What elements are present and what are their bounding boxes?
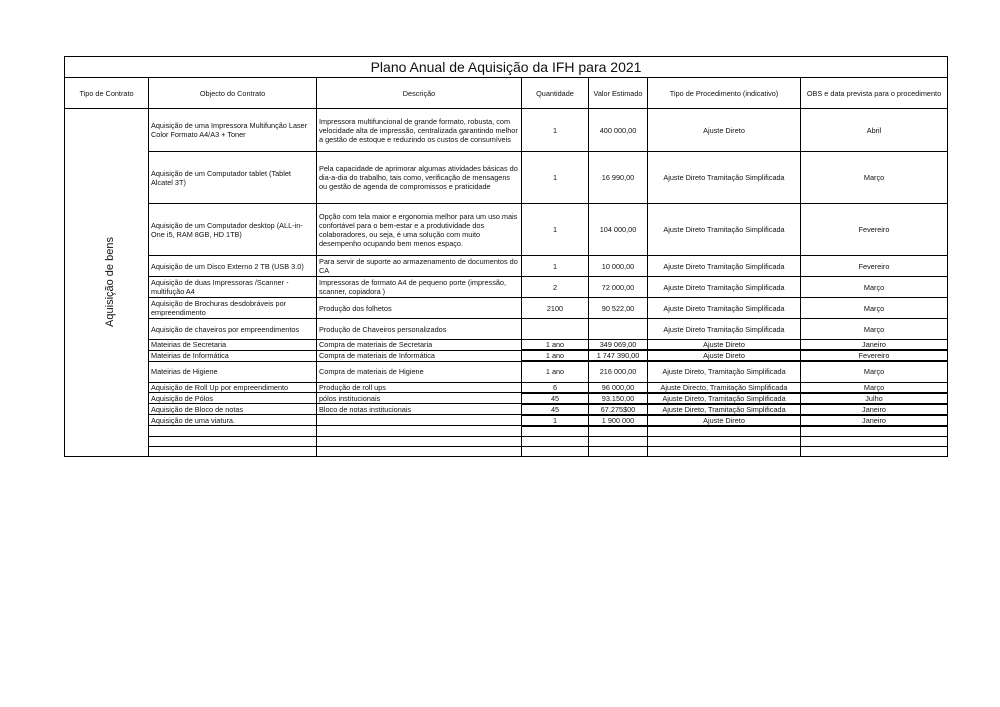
cell-procedimento: Ajuste Directo, Tramitação Simplificada: [648, 382, 801, 393]
cell-obs: Fevereiro: [801, 350, 948, 361]
cell-obs: Março: [801, 319, 948, 340]
cell-valor: 400 000,00: [589, 109, 648, 152]
cell-procedimento: Ajuste Direto Tramitação Simplificada: [648, 319, 801, 340]
empty-cell: [589, 446, 648, 456]
cell-objecto: Aquisição de Pólos: [149, 393, 317, 404]
cell-descricao: Opção com tela maior e ergonomia melhor para um uso mais confortável para o bem-estar e a produtividade dos colaboradores, ou seja, é uma solução com muito desempenho ocupando bem menos espaço.: [317, 204, 522, 256]
cell-descricao: Para servir de suporte ao armazenamento de documentos do CA: [317, 256, 522, 277]
cell-objecto: Aquisição de Roll Up por empreendimento: [149, 382, 317, 393]
cell-obs: Março: [801, 361, 948, 382]
cell-objecto: Aquisição de Brochuras desdobráveis por empreendimento: [149, 298, 317, 319]
cell-quantidade: 1 ano: [522, 340, 589, 351]
table-row: [65, 404, 948, 415]
empty-cell: [149, 426, 317, 437]
empty-cell: [522, 426, 589, 437]
cell-valor: 1 747 390,00: [589, 350, 648, 361]
cell-valor: 96 000,00: [589, 382, 648, 393]
table-row: [65, 256, 948, 277]
empty-cell: [317, 436, 522, 446]
empty-cell: [589, 426, 648, 437]
cell-obs: Janeiro: [801, 340, 948, 351]
cell-procedimento: Ajuste Direto, Tramitação Simplificada: [648, 404, 801, 415]
header-tipo-contrato: Tipo de Contrato: [65, 78, 149, 109]
cell-quantidade: 1: [522, 109, 589, 152]
empty-row: [65, 436, 948, 446]
cell-valor: 1 900 000: [589, 415, 648, 426]
cell-procedimento: Ajuste Direto Tramitação Simplificada: [648, 277, 801, 298]
empty-cell: [317, 446, 522, 456]
cell-quantidade: 1: [522, 256, 589, 277]
empty-cell: [801, 426, 948, 437]
cell-quantidade: 1: [522, 152, 589, 204]
header-quantidade: Quantidade: [522, 78, 589, 109]
cell-objecto: Aquisição de um Computador desktop (ALL-in-One i5, RAM 8GB, HD 1TB): [149, 204, 317, 256]
cell-descricao: Produção de Chaveiros personalizados: [317, 319, 522, 340]
empty-cell: [149, 436, 317, 446]
empty-cell: [648, 436, 801, 446]
empty-row: [65, 446, 948, 456]
cell-objecto: Aquisição de Bloco de notas: [149, 404, 317, 415]
cell-quantidade: 45: [522, 404, 589, 415]
cell-procedimento: Ajuste Direto Tramitação Simplificada: [648, 256, 801, 277]
cell-procedimento: Ajuste Direto, Tramitação Simplificada: [648, 361, 801, 382]
cell-valor: 349 069,00: [589, 340, 648, 351]
page-title: Plano Anual de Aquisição da IFH para 2021: [65, 57, 948, 78]
table-row: [65, 393, 948, 404]
empty-cell: [317, 426, 522, 437]
cell-valor: 16 990,00: [589, 152, 648, 204]
cell-valor: 90 522,00: [589, 298, 648, 319]
empty-cell: [801, 436, 948, 446]
table-row: [65, 350, 948, 361]
cell-descricao: Compra de materiais de Higiene: [317, 361, 522, 382]
table-row: [65, 415, 948, 426]
cell-obs: Abril: [801, 109, 948, 152]
cell-descricao: Impressoras de formato A4 de pequeno porte (impressão, scanner, copiadora ): [317, 277, 522, 298]
cell-valor: 93.150,00: [589, 393, 648, 404]
cell-quantidade: 1: [522, 415, 589, 426]
table-row: [65, 204, 948, 256]
cell-quantidade: [522, 319, 589, 340]
table-row: [65, 382, 948, 393]
cell-descricao: Produção dos folhetos: [317, 298, 522, 319]
cell-descricao: Produção de roll ups: [317, 382, 522, 393]
cell-quantidade: 45: [522, 393, 589, 404]
cell-procedimento: Ajuste Direto: [648, 340, 801, 351]
cell-descricao: pólos institucionais: [317, 393, 522, 404]
header-obs: OBS e data prevista para o procedimento: [801, 78, 948, 109]
header-valor: Valor Estimado: [589, 78, 648, 109]
table-row: [65, 340, 948, 351]
cell-obs: Março: [801, 152, 948, 204]
cell-obs: Março: [801, 277, 948, 298]
cell-valor: 10 000,00: [589, 256, 648, 277]
empty-cell: [589, 436, 648, 446]
procurement-sheet: [64, 56, 947, 457]
cell-valor: 67.275$00: [589, 404, 648, 415]
empty-cell: [801, 446, 948, 456]
group-cell: [65, 109, 149, 457]
table-row: [65, 152, 948, 204]
cell-descricao: [317, 415, 522, 426]
cell-quantidade: 2100: [522, 298, 589, 319]
cell-valor: 216 000,00: [589, 361, 648, 382]
cell-valor: 72 000,00: [589, 277, 648, 298]
cell-objecto: Aquisição de chaveiros por empreendimentos: [149, 319, 317, 340]
cell-procedimento: Ajuste Direto: [648, 415, 801, 426]
header-descricao: Descrição: [317, 78, 522, 109]
cell-procedimento: Ajuste Direto Tramitação Simplificada: [648, 298, 801, 319]
empty-cell: [522, 446, 589, 456]
cell-obs: Julho: [801, 393, 948, 404]
cell-procedimento: Ajuste Direto: [648, 109, 801, 152]
cell-procedimento: Ajuste Direto Tramitação Simplificada: [648, 152, 801, 204]
cell-objecto: Mateirias de Secretaria: [149, 340, 317, 351]
table-row: [65, 277, 948, 298]
cell-obs: Março: [801, 382, 948, 393]
cell-objecto: Mateirias de Informática: [149, 350, 317, 361]
cell-obs: Janeiro: [801, 415, 948, 426]
table-row: [65, 361, 948, 382]
empty-cell: [648, 446, 801, 456]
empty-cell: [522, 436, 589, 446]
cell-quantidade: 6: [522, 382, 589, 393]
header-procedimento: Tipo de Procedimento (indicativo): [648, 78, 801, 109]
cell-valor: [589, 319, 648, 340]
cell-obs: Março: [801, 298, 948, 319]
procurement-table: [64, 56, 948, 457]
empty-cell: [149, 446, 317, 456]
cell-objecto: Aquisição de uma Impressora Multifunção Laser Color Formato A4/A3 + Toner: [149, 109, 317, 152]
empty-row: [65, 426, 948, 437]
header-objecto: Objecto do Contrato: [149, 78, 317, 109]
cell-descricao: Bloco de notas institucionais: [317, 404, 522, 415]
cell-objecto: Aquisição de um Disco Externo 2 TB (USB 3.0): [149, 256, 317, 277]
cell-descricao: Impressora multifuncional de grande formato, robusta, com velocidade alta de impressão, centralizada garantindo melhor a gestão de estoque e reduzindo os custos de consumíveis: [317, 109, 522, 152]
cell-quantidade: 1 ano: [522, 350, 589, 361]
cell-procedimento: Ajuste Direto, Tramitação Simplificada: [648, 393, 801, 404]
cell-procedimento: Ajuste Direto: [648, 350, 801, 361]
cell-descricao: Pela capacidade de aprimorar algumas atividades básicas do dia-a-dia do trabalho, tais como, verificação de mensagens ou gestão de agenda de compromissos e praticidade: [317, 152, 522, 204]
table-row: [65, 298, 948, 319]
cell-quantidade: 1: [522, 204, 589, 256]
cell-obs: Fevereiro: [801, 204, 948, 256]
cell-descricao: Compra de materiais de Secretaria: [317, 340, 522, 351]
cell-quantidade: 1 ano: [522, 361, 589, 382]
cell-obs: Fevereiro: [801, 256, 948, 277]
cell-procedimento: Ajuste Direto Tramitação Simplificada: [648, 204, 801, 256]
cell-descricao: Compra de materiais de Informática: [317, 350, 522, 361]
table-row: [65, 319, 948, 340]
cell-objecto: Aquisição de duas Impressoras /Scanner - multifução A4: [149, 277, 317, 298]
group-label: Aquisição de bens: [103, 237, 116, 328]
cell-objecto: Aquisição de um Computador tablet (Tablet Alcatel 3T): [149, 152, 317, 204]
cell-objecto: Aquisição de uma viatura.: [149, 415, 317, 426]
cell-valor: 104 000,00: [589, 204, 648, 256]
cell-quantidade: 2: [522, 277, 589, 298]
empty-cell: [648, 426, 801, 437]
table-row: [65, 109, 948, 152]
cell-objecto: Mateirias de Higiene: [149, 361, 317, 382]
cell-obs: Janeiro: [801, 404, 948, 415]
